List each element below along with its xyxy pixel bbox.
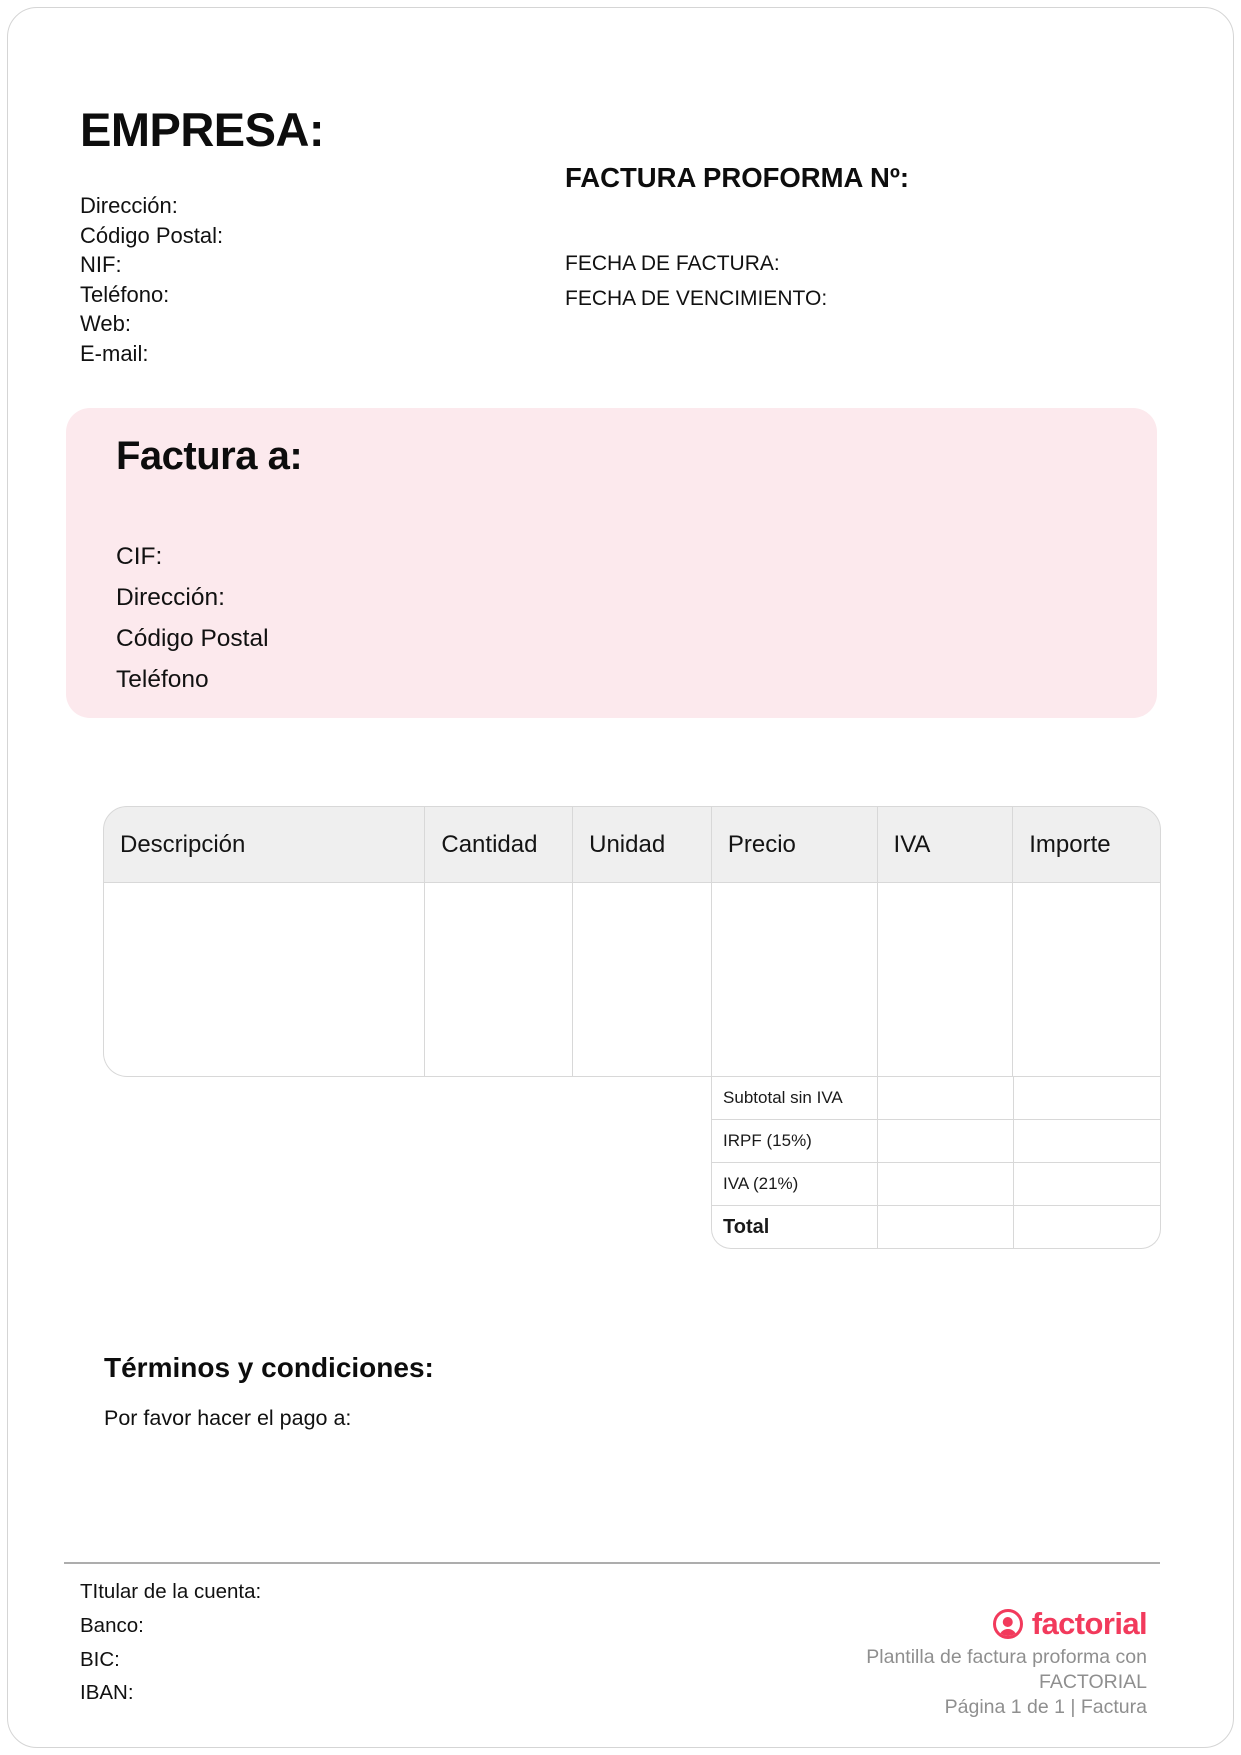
summary-row-total <box>711 1206 1161 1249</box>
bank-field-iban: IBAN: <box>80 1681 134 1705</box>
invoice-field-fecha-factura: FECHA DE FACTURA: <box>565 252 780 275</box>
company-fields <box>80 191 223 369</box>
bill-to-fields <box>116 536 269 700</box>
footer-divider <box>64 1562 1160 1564</box>
summary-value-cell <box>1013 1120 1160 1162</box>
summary-value-cell <box>1013 1206 1160 1248</box>
bank-details <box>80 1575 261 1710</box>
table-body-row <box>103 883 1161 1077</box>
summary-label-iva: IVA (21%) <box>723 1174 799 1193</box>
bill-to-box <box>66 408 1157 718</box>
summary-label-total: Total <box>723 1215 770 1238</box>
footer-caption-line-2: FACTORIAL <box>1038 1671 1147 1693</box>
header-cell-unidad: Unidad <box>572 807 711 882</box>
summary-row-iva <box>711 1163 1161 1206</box>
header-cell-descripcion: Descripción <box>120 830 246 858</box>
bank-field-bic: BIC: <box>80 1647 120 1671</box>
bill-to-field-direccion: Dirección: <box>116 584 225 611</box>
summary-value-cell <box>1013 1077 1160 1119</box>
factorial-logo <box>993 1606 1147 1642</box>
invoice-number-title: FACTURA PROFORMA Nº: <box>565 162 910 193</box>
summary-value-cell <box>877 1206 1012 1248</box>
factorial-person-icon <box>993 1609 1023 1639</box>
footer-caption-line-3: Página 1 de 1 | Factura <box>944 1696 1147 1718</box>
invoice-field-fecha-vencimiento: FECHA DE VENCIMIENTO: <box>565 287 828 310</box>
person-head-dot <box>1003 1617 1014 1628</box>
summary-value-cell <box>877 1163 1012 1205</box>
summary-row-subtotal <box>711 1077 1161 1120</box>
header-cell-iva: IVA <box>877 807 1013 882</box>
company-field-telefono: Teléfono: <box>80 281 170 307</box>
company-field-email: E-mail: <box>80 340 149 366</box>
summary-label-subtotal: Subtotal sin IVA <box>723 1088 843 1107</box>
body-cell-descripcion <box>104 883 424 1076</box>
table-summary <box>711 1077 1161 1249</box>
bill-to-title: Factura a: <box>116 434 303 478</box>
header-cell-precio: Precio <box>711 807 877 882</box>
body-cell-cantidad <box>424 883 572 1076</box>
terms-note: Por favor hacer el pago a: <box>104 1406 352 1430</box>
body-cell-precio <box>711 883 877 1076</box>
header-cell-cantidad: Cantidad <box>424 807 572 882</box>
summary-value-cell <box>1013 1163 1160 1205</box>
person-shoulders-arc <box>999 1629 1017 1638</box>
bank-field-titular: TItular de la cuenta: <box>80 1580 262 1603</box>
summary-value-cell <box>877 1077 1012 1119</box>
company-field-nif: NIF: <box>80 252 122 278</box>
summary-row-irpf <box>711 1120 1161 1163</box>
body-cell-importe <box>1012 883 1160 1076</box>
table-header-row <box>103 806 1161 883</box>
bill-to-field-telefono: Teléfono <box>116 666 209 693</box>
header-cell-importe: Importe <box>1012 807 1160 882</box>
body-cell-unidad <box>572 883 711 1076</box>
bill-to-field-cif: CIF: <box>116 543 163 570</box>
footer-caption-line-1: Plantilla de factura proforma con <box>866 1646 1147 1668</box>
invoice-meta-fields <box>565 246 827 316</box>
bank-field-banco: Banco: <box>80 1613 144 1637</box>
bill-to-field-codigo-postal: Código Postal <box>116 625 269 652</box>
company-field-direccion: Dirección: <box>80 193 178 218</box>
items-table <box>103 806 1161 1249</box>
terms-title: Términos y condiciones: <box>104 1352 434 1383</box>
summary-value-cell <box>877 1120 1012 1162</box>
footer-caption <box>866 1645 1147 1720</box>
company-field-web: Web: <box>80 311 131 337</box>
company-title: EMPRESA: <box>80 103 325 156</box>
company-field-codigo-postal: Código Postal: <box>80 222 224 248</box>
summary-label-irpf: IRPF (15%) <box>723 1131 812 1150</box>
body-cell-iva <box>877 883 1013 1076</box>
factorial-wordmark: factorial <box>1031 1606 1147 1641</box>
